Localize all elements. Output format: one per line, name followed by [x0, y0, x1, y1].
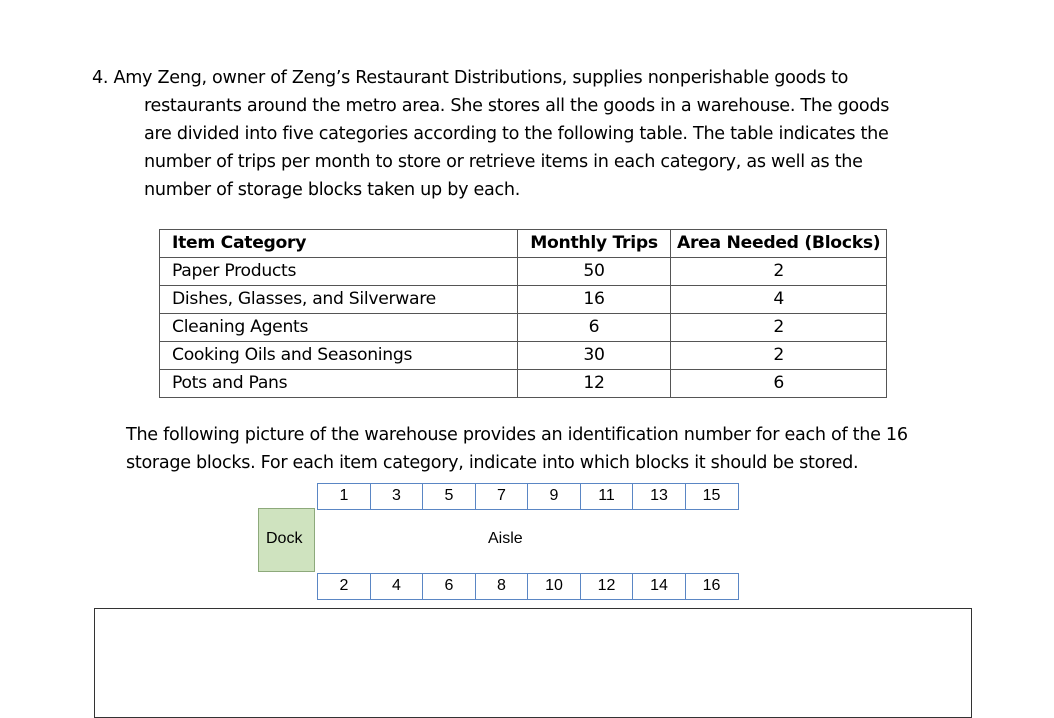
storage-block: 16 — [685, 573, 739, 600]
cell-trips: 16 — [518, 286, 671, 314]
cell-category: Pots and Pans — [160, 370, 518, 398]
header-area-needed: Area Needed (Blocks) — [671, 230, 887, 258]
storage-block: 7 — [475, 483, 529, 510]
cell-category: Paper Products — [160, 258, 518, 286]
table-row — [160, 286, 887, 314]
header-item-category: Item Category — [160, 230, 518, 258]
storage-block: 14 — [632, 573, 686, 600]
table-row — [160, 258, 887, 286]
cell-blocks: 4 — [671, 286, 887, 314]
table-row — [160, 314, 887, 342]
table-header-row — [160, 230, 887, 258]
warehouse-bottom-row — [317, 573, 737, 600]
item-category-table — [159, 229, 887, 398]
storage-block: 10 — [527, 573, 581, 600]
storage-block: 13 — [632, 483, 686, 510]
storage-block: 12 — [580, 573, 634, 600]
storage-block: 5 — [422, 483, 476, 510]
storage-block: 11 — [580, 483, 634, 510]
cell-trips: 12 — [518, 370, 671, 398]
cell-blocks: 2 — [671, 342, 887, 370]
problem-text — [92, 64, 972, 204]
warehouse-top-row — [317, 483, 737, 510]
problem-line-5: number of storage blocks taken up by each. — [144, 180, 520, 200]
cell-trips: 6 — [518, 314, 671, 342]
cell-blocks: 2 — [671, 258, 887, 286]
instructions-line-2: storage blocks. For each item category, indicate into which blocks it should be stored. — [126, 453, 859, 473]
storage-block: 8 — [475, 573, 529, 600]
storage-block: 4 — [370, 573, 424, 600]
cell-blocks: 6 — [671, 370, 887, 398]
instructions-line-1: The following picture of the warehouse provides an identification number for each of the 16 — [126, 425, 908, 445]
problem-line-1: 4. Amy Zeng, owner of Zeng’s Restaurant Distributions, supplies nonperishable goods to — [92, 68, 849, 88]
aisle-label: Aisle — [488, 530, 523, 547]
storage-block: 15 — [685, 483, 739, 510]
table-row — [160, 370, 887, 398]
storage-block: 6 — [422, 573, 476, 600]
cell-trips: 30 — [518, 342, 671, 370]
cell-category: Cooking Oils and Seasonings — [160, 342, 518, 370]
dock: Dock — [258, 508, 315, 572]
cell-trips: 50 — [518, 258, 671, 286]
storage-block: 3 — [370, 483, 424, 510]
cell-category: Dishes, Glasses, and Silverware — [160, 286, 518, 314]
storage-block: 1 — [317, 483, 371, 510]
problem-line-2: restaurants around the metro area. She stores all the goods in a warehouse. The goods — [144, 96, 890, 116]
warehouse-instructions — [126, 421, 1026, 477]
storage-block: 9 — [527, 483, 581, 510]
problem-line-3: are divided into five categories according to the following table. The table indicates the — [144, 124, 889, 144]
problem-line-4: number of trips per month to store or retrieve items in each category, as well as the — [144, 152, 863, 172]
table-row — [160, 342, 887, 370]
cell-blocks: 2 — [671, 314, 887, 342]
cell-category: Cleaning Agents — [160, 314, 518, 342]
header-monthly-trips: Monthly Trips — [518, 230, 671, 258]
storage-block: 2 — [317, 573, 371, 600]
